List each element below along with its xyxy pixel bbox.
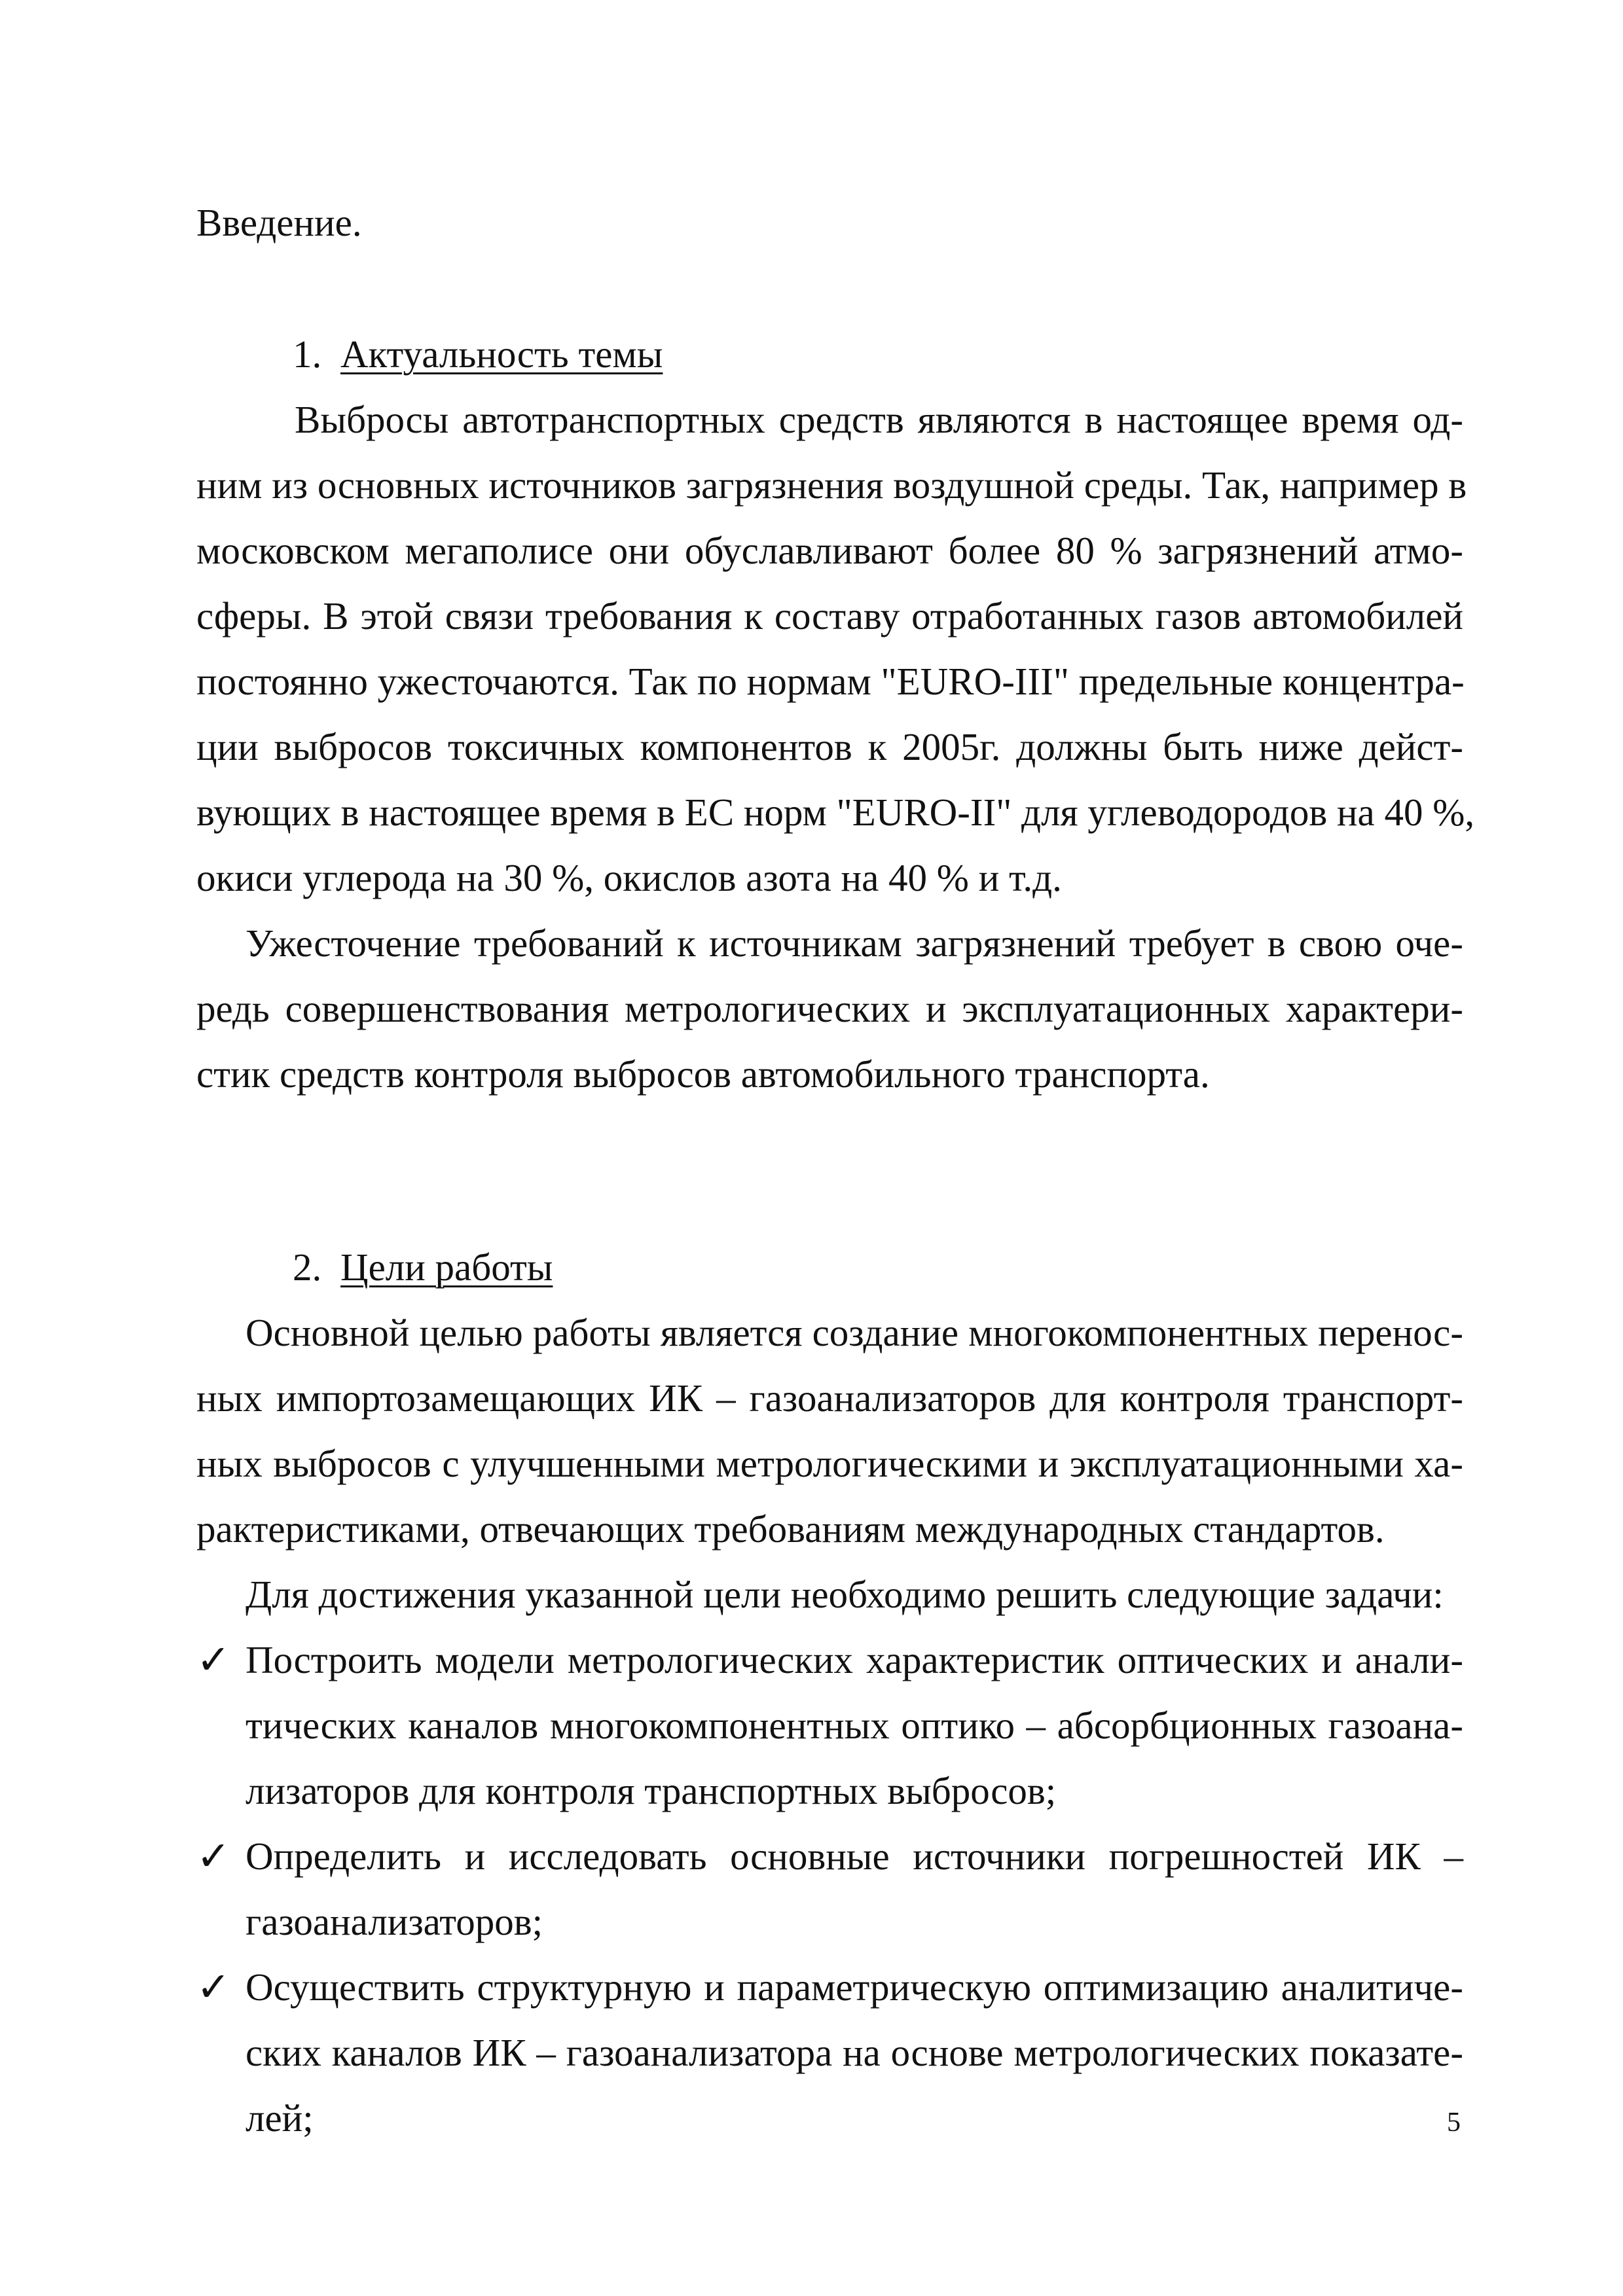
task-line: Построить модели метрологических характеристик оптических и анали- (246, 1638, 1463, 1681)
s1-p2-line: Ужесточение требований к источникам загрязнений требует в свою оче- (246, 922, 1463, 965)
s1-p1-line: ции выбросов токсичных компонентов к 2005г. должны быть ниже дейст- (196, 725, 1463, 768)
s1-p1-line: сферы. В этой связи требования к составу отработанных газов автомобилей (196, 594, 1463, 637)
tasks-intro: Для достижения указанной цели необходимо решить следующие задачи: (246, 1573, 1444, 1616)
s1-p1-line: вующих в настоящее время в ЕС норм "EURO-II" для углеводородов на 40 %, (196, 791, 1475, 834)
s1-p1-line: ним из основных источников загрязнения воздушной среды. Так, например в (196, 463, 1467, 507)
s1-p1-line: постоянно ужесточаются. Так по нормам "EURO-III" предельные концентра- (196, 660, 1465, 703)
s1-p1-line: Выбросы автотранспортных средств являются в настоящее время од- (295, 398, 1463, 441)
s2-p1-line: ных импортозамещающих ИК – газоанализаторов для контроля транспорт- (196, 1376, 1463, 1420)
s2-p1-line: ных выбросов с улучшенными метрологическими и эксплуатационными ха- (196, 1442, 1463, 1485)
section1-title: Актуальность темы (340, 332, 663, 376)
task-line: Определить и исследовать основные источники погрешностей ИК – (246, 1835, 1463, 1878)
section2-number: 2. (293, 1246, 322, 1289)
s1-p1-line: московском мегаполисе они обуславливают более 80 % загрязнений атмо- (196, 529, 1463, 572)
s1-p1-line: окиси углерода на 30 %, окислов азота на 40 % и т.д. (196, 856, 1062, 899)
task-line: лей; (246, 2096, 314, 2140)
s2-p1-line: рактеристиками, отвечающих требованиям международных стандартов. (196, 1507, 1385, 1551)
task-line: лизаторов для контроля транспортных выбросов; (246, 1769, 1057, 1812)
section1-number: 1. (293, 332, 322, 376)
s1-p2-line: стик средств контроля выбросов автомобильного транспорта. (196, 1052, 1210, 1096)
checkmark-icon: ✓ (196, 1963, 230, 2011)
s2-p1-line: Основной целью работы является создание многокомпонентных перенос- (246, 1311, 1463, 1354)
task-line: Осуществить структурную и параметрическую оптимизацию аналитиче- (246, 1965, 1463, 2009)
s1-p2-line: редь совершенствования метрологических и эксплуатационных характери- (196, 987, 1463, 1030)
task-line: тических каналов многокомпонентных оптико – абсорбционных газоана- (246, 1704, 1463, 1747)
task-line: ских каналов ИК – газоанализатора на основе метрологических показате- (246, 2031, 1463, 2074)
section2-title: Цели работы (340, 1246, 553, 1289)
checkmark-icon: ✓ (196, 1636, 230, 1683)
page-number: 5 (1447, 2108, 1461, 2138)
intro-title: Введение. (196, 201, 362, 244)
checkmark-icon: ✓ (196, 1832, 230, 1880)
task-line: газоанализаторов; (246, 1900, 543, 1943)
